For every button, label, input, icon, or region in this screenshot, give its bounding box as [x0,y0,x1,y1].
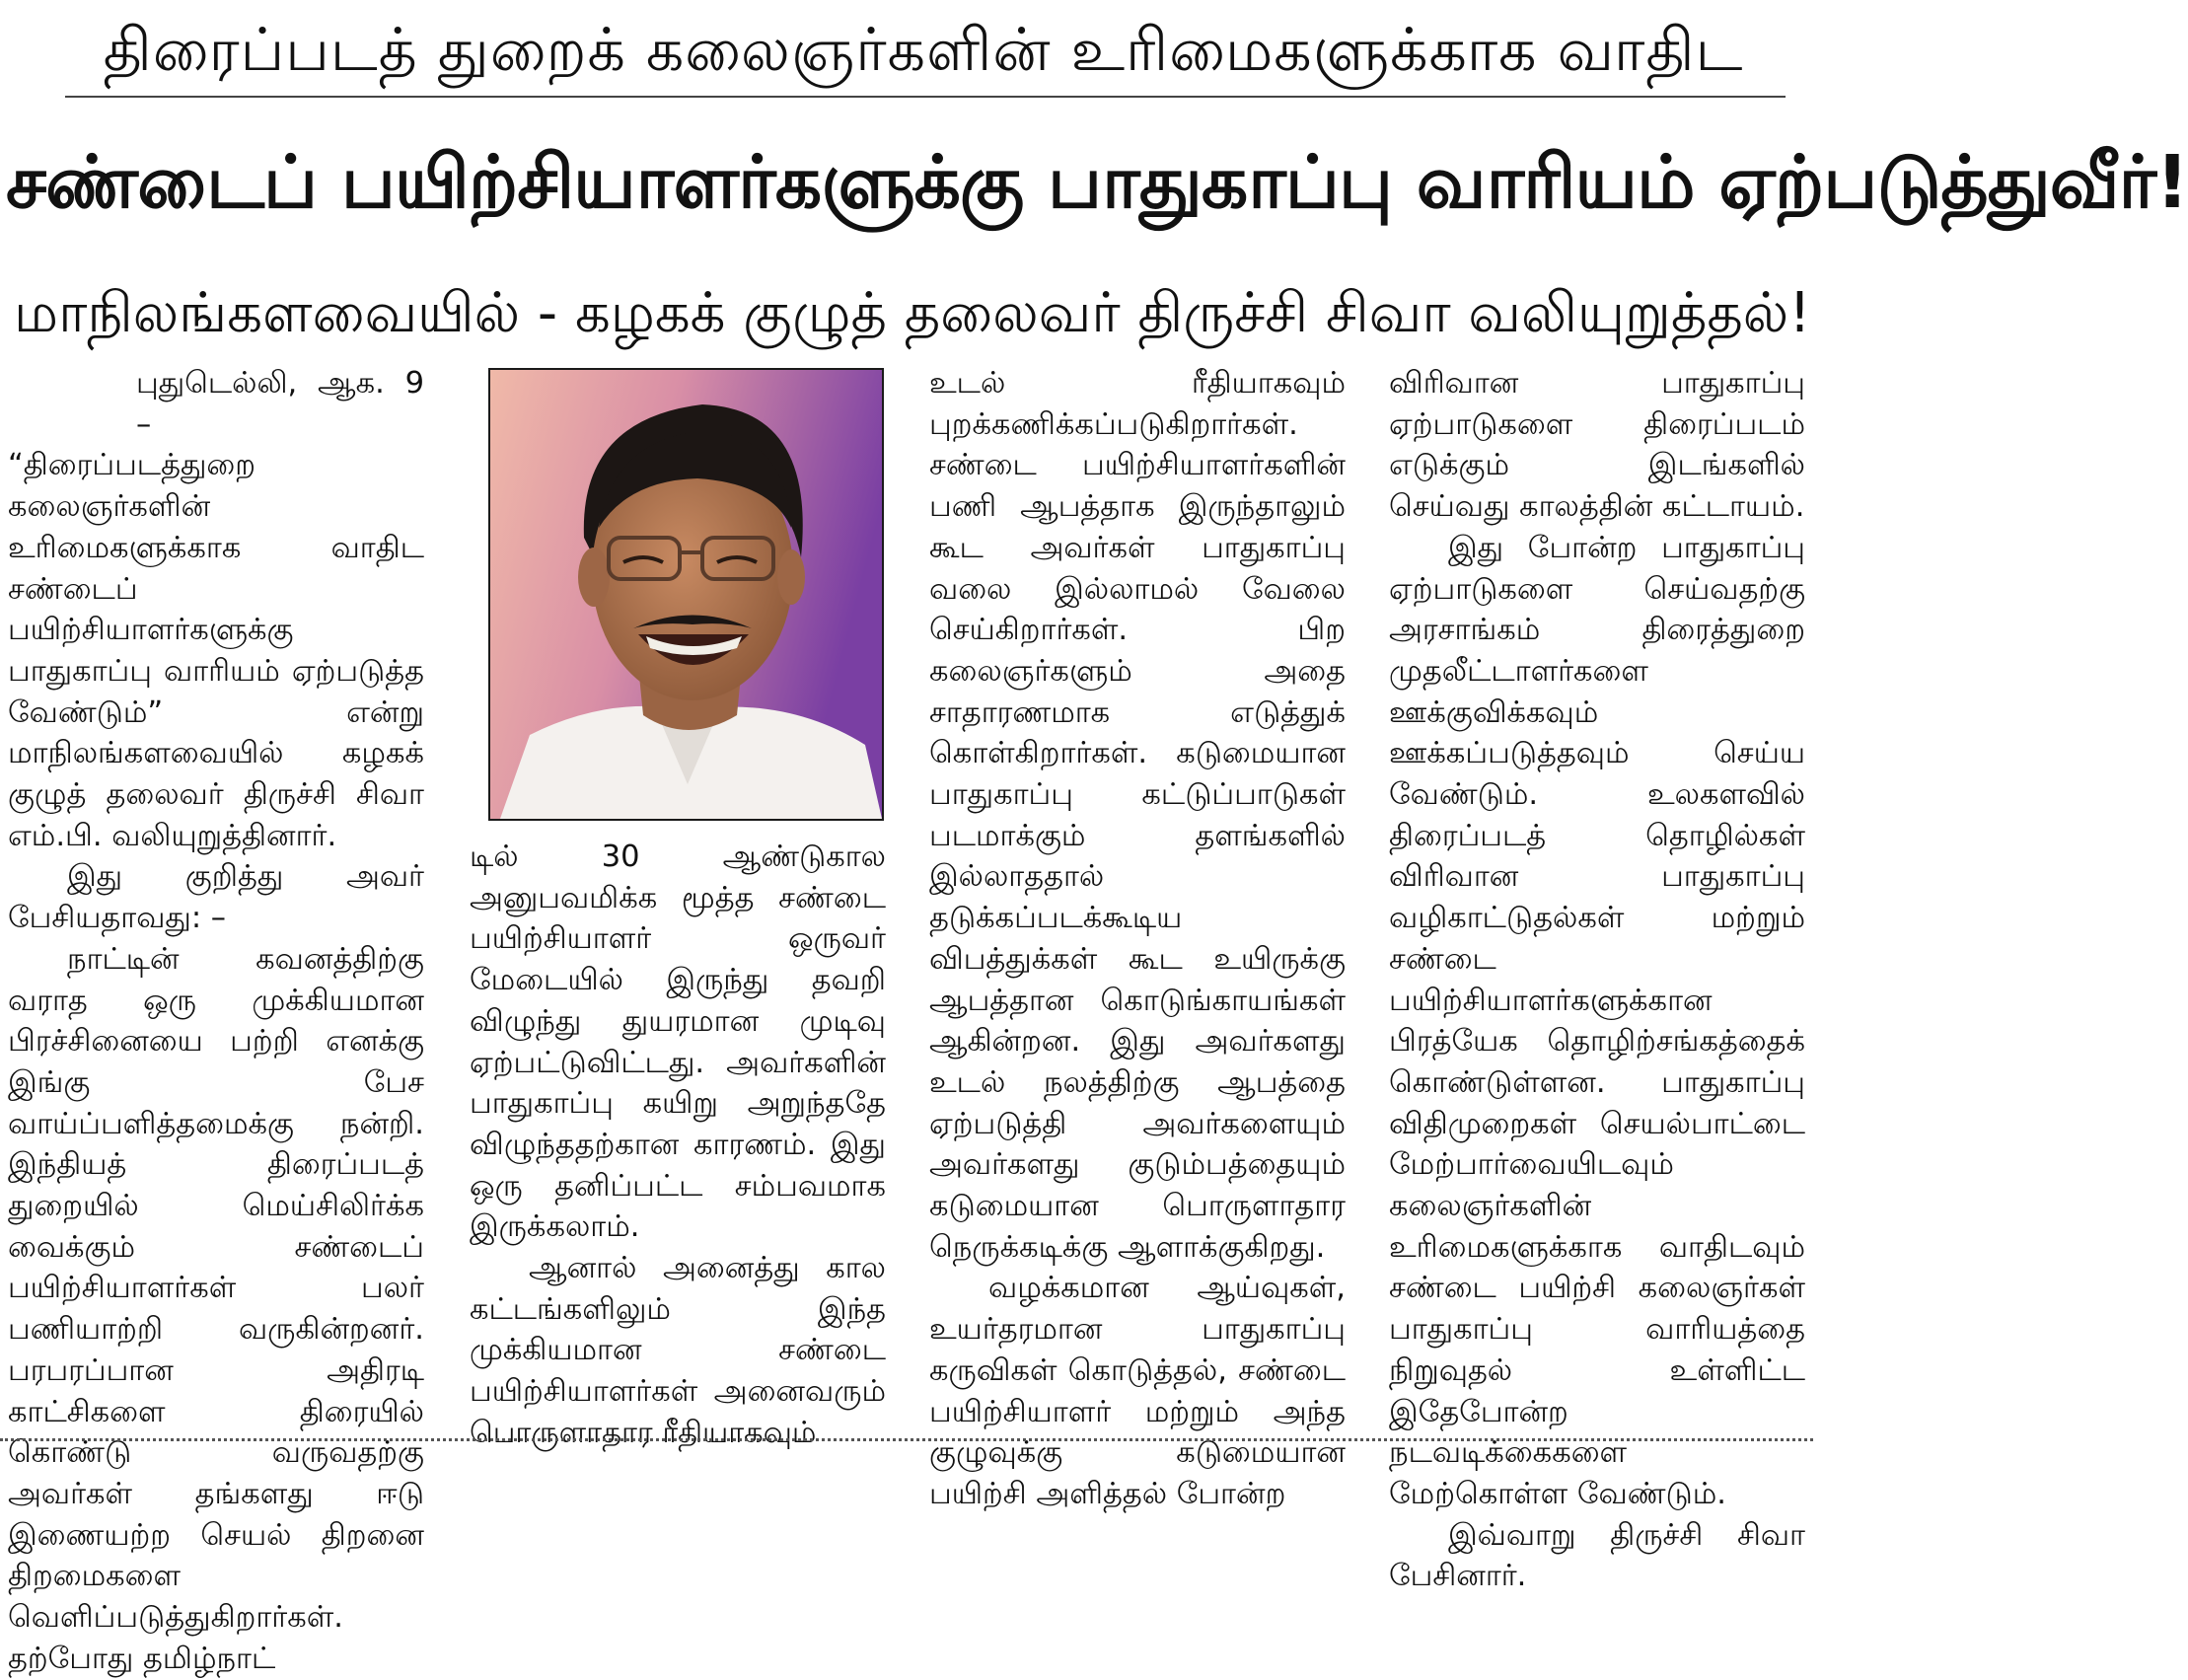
kicker-line: திரைப்படத் துறைக் கலைஞர்களின் உரிமைகளுக்காக வாதிட [103,16,1744,85]
article-column-3 [929,363,1346,1511]
paragraph: “திரைப்படத்துறை கலைஞர்களின் உரிமைகளுக்காக வாதிட சண்டைப் பயிற்சியாளர்களுக்கு பாதுகாப்பு வாரியம் ஏற்படுத்த வேண்டும்” என்று மாநிலங்களவையில் கழகக் குழுத் தலைவர் திருச்சி சிவா எம்.பி. வலியுறுத்தினார். [8,448,424,853]
paragraph: இது குறித்து அவர் பேசியதாவது: – [8,859,424,936]
paragraph: உடல் ரீதியாகவும் புறக்கணிக்கப்படுகிறார்கள். சண்டை பயிற்சியாளர்களின் பணி ஆபத்தாக இருந்தாலும் கூட அவர்கள் பாதுகாப்பு வலை இல்லாமல் வேலை செய்கிறார்கள். பிற கலைஞர்களும் அதை சாதாரணமாக எடுத்துக் கொள்கிறார்கள். கடுமையான பாதுகாப்பு கட்டுப்பாடுகள் படமாக்கும் தளங்களில் இல்லாததால் தடுக்கப்படக்கூடிய விபத்துக்கள் கூட உயிருக்கு ஆபத்தான கொடுங்காயங்கள் ஆகின்றன. இது அவர்களது உடல் நலத்திற்கு ஆபத்தை ஏற்படுத்தி அவர்களையும் அவர்களது குடும்பத்தையும் கடுமையான பொருளாதார நெருக்கடிக்கு ஆளாக்குகிறது. [929,366,1346,1265]
subheadline: மாநிலங்களவையில் - கழகக் குழுத் தலைவர் திருச்சி சிவா வலியுறுத்தல்! [14,281,1811,345]
headline: சண்டைப் பயிற்சியாளர்களுக்கு பாதுகாப்பு வாரியம் ஏற்படுத்துவீர்! [6,140,2188,225]
article-column-1 [8,363,424,1676]
kicker-rule [65,96,1786,98]
paragraph: இது போன்ற பாதுகாப்பு ஏற்பாடுகளை செய்வதற்கு அரசாங்கம் திரைத்துறை முதலீட்டாளர்களை ஊக்குவிக்கவும் ஊக்கப்படுத்தவும் செய்ய வேண்டும். உலகளவில் திரைப்படத் தொழில்கள் விரிவான பாதுகாப்பு வழிகாட்டுதல்கள் மற்றும் சண்டை பயிற்சியாளர்களுக்கான பிரத்யேக தொழிற்சங்கத்தைக் கொண்டுள்ளன. பாதுகாப்பு விதிமுறைகள் செயல்பாட்டை மேற்பார்வையிடவும் கலைஞர்களின் உரிமைகளுக்காக வாதிடவும் சண்டை பயிற்சி கலைஞர்கள் பாதுகாப்பு வாரியத்தை நிறுவுதல் உள்ளிட்ட இதேபோன்ற நடவடிக்கைகளை மேற்கொள்ள வேண்டும். [1389,530,1805,1511]
dateline: புதுடெல்லி, ஆக. 9 – [136,366,424,442]
paragraph: நாட்டின் கவனத்திற்கு வராத ஒரு முக்கியமான பிரச்சினையை பற்றி எனக்கு இங்கு பேச வாய்ப்பளித்தமைக்கு நன்றி. இந்தியத் திரைப்படத் துறையில் மெய்சிலிர்க்க வைக்கும் சண்டைப் பயிற்சியாளர்கள் பலர் பணியாற்றி வருகின்றனர். பரபரப்பான அதிரடி காட்சிகளை திரையில் கொண்டு வருவதற்கு அவர்கள் தங்களது ஈடு இணையற்ற செயல் திறனை திறமைகளை வெளிப்படுத்துகிறார்கள். தற்போது தமிழ்நாட் [8,941,424,1676]
article-column-2 [470,837,886,1450]
paragraph: ஆனால் அனைத்து கால கட்டங்களிலும் இந்த முக்கியமான சண்டை பயிற்சியாளர்கள் அனைவரும் பொருளாதார ரீதியாகவும் [470,1251,886,1450]
article-column-4 [1389,363,1805,1594]
paragraph: டில் 30 ஆண்டுகால அனுபவமிக்க மூத்த சண்டை பயிற்சியாளர் ஒருவர் மேடையில் இருந்து தவறி விழுந்து துயரமான முடிவு ஏற்பட்டுவிட்டது. அவர்களின் பாதுகாப்பு கயிறு அறுந்ததே விழுந்ததற்கான காரணம். இது ஒரு தனிப்பட்ட சம்பவமாக இருக்கலாம். [470,840,886,1245]
bottom-dotted-rule [0,1438,1813,1441]
paragraph: வழக்கமான ஆய்வுகள், உயர்தரமான பாதுகாப்பு கருவிகள் கொடுத்தல், சண்டை பயிற்சியாளர் மற்றும் அந்த குழுவுக்கு கடுமையான பயிற்சி அளித்தல் போன்ற [929,1271,1346,1511]
portrait-photo [488,368,884,821]
paragraph: விரிவான பாதுகாப்பு ஏற்பாடுகளை திரைப்படம் எடுக்கும் இடங்களில் செய்வது காலத்தின் கட்டாயம். [1389,366,1805,525]
paragraph: இவ்வாறு திருச்சி சிவா பேசினார். [1389,1517,1805,1594]
